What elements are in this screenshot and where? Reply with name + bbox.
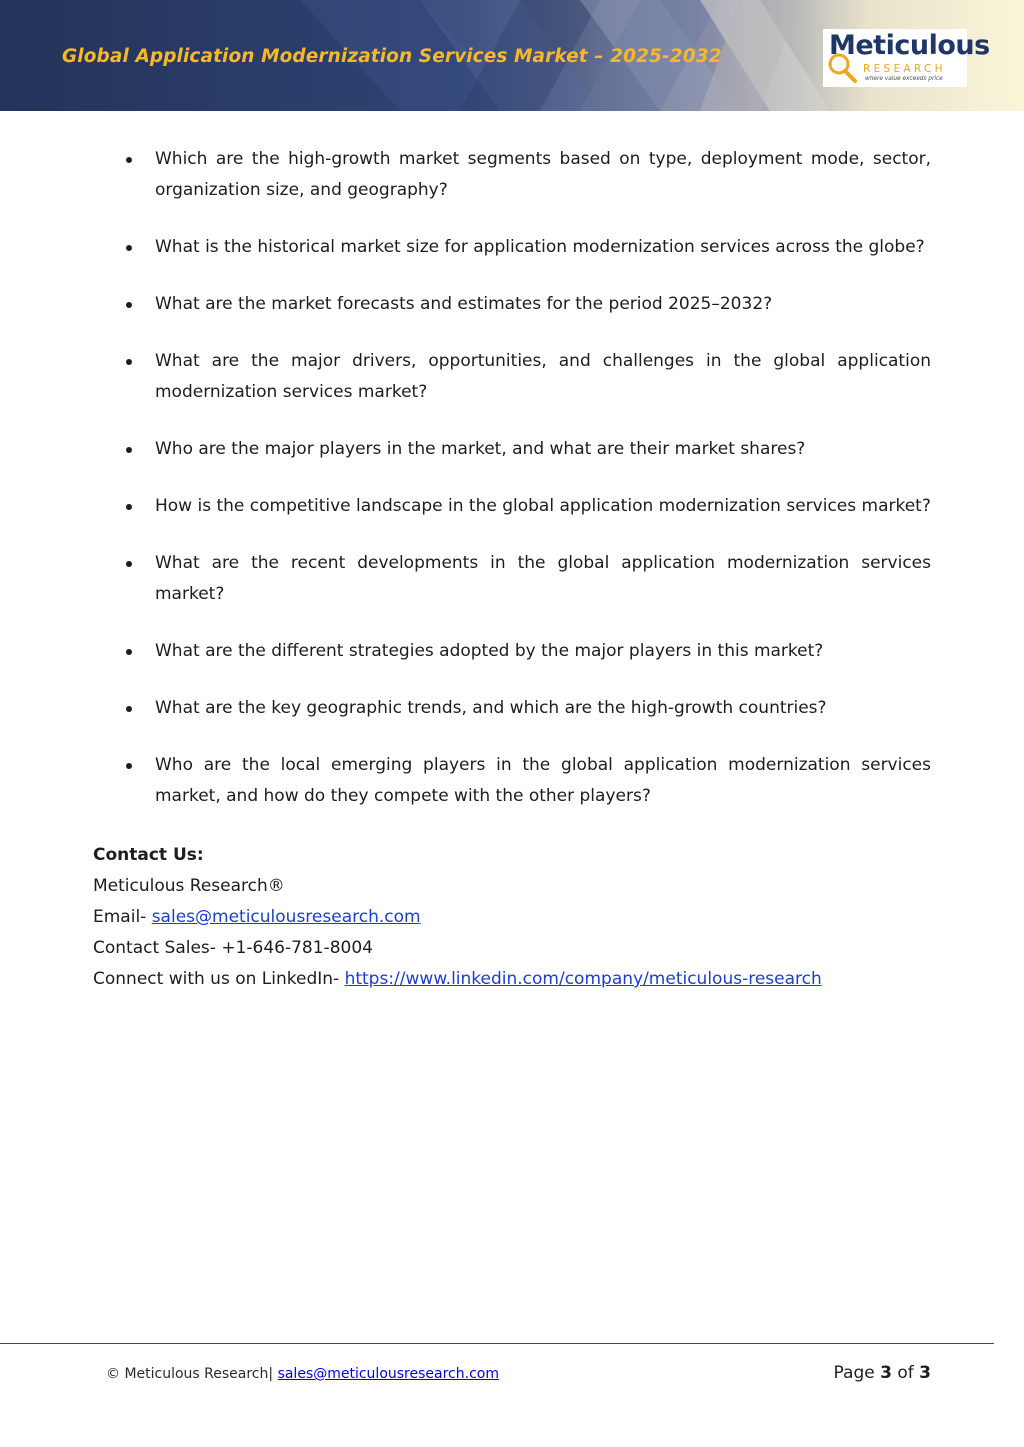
page-current: 3 [880,1363,892,1383]
contact-linkedin-line [93,964,822,995]
footer-email-link[interactable]: sales@meticulousresearch.com [277,1366,499,1382]
company-logo [823,29,990,87]
question-text: What are the different strategies adopted by the major players in this market? [155,641,824,661]
list-item [0,693,931,724]
email-link[interactable]: sales@meticulousresearch.com [151,907,421,927]
contact-company: Meticulous Research® [93,876,285,896]
header-banner [0,0,1024,111]
question-text: What is the historical market size for application modernization services across the globe? [155,237,925,257]
question-text: Which are the high-growth market segments based on type, deployment mode, sector, organization size, and geography? [155,149,931,200]
linkedin-label: Connect with us on LinkedIn- [93,969,345,989]
question-text: What are the market forecasts and estimates for the period 2025–2032? [155,294,773,314]
logo-tagline: where value exceeds price [865,76,943,82]
list-item [0,346,931,408]
footer-divider [0,1343,994,1344]
bullet-icon [126,561,132,567]
list-item [0,434,931,465]
contact-sales-line: Contact Sales- +1-646-781-8004 [93,938,373,958]
list-item [0,636,931,667]
bullet-icon [126,706,132,712]
page-of: of [891,1363,920,1383]
question-text: How is the competitive landscape in the global application modernization services market? [155,496,931,516]
logo-wordmark: Meticulous [829,30,990,61]
list-item [0,289,931,320]
bullet-icon [126,649,132,655]
copyright-text: © Meticulous Research| [106,1366,278,1382]
contact-email-line [93,902,822,933]
bullet-icon [126,504,132,510]
bullet-icon [126,302,132,308]
question-text: Who are the major players in the market, and what are their market shares? [155,439,806,459]
linkedin-link[interactable]: https://www.linkedin.com/company/meticulous-research [344,969,822,989]
contact-heading: Contact Us: [93,845,204,865]
question-text: What are the recent developments in the global application modernization services market? [155,553,931,604]
list-item [0,144,931,206]
list-item [0,491,931,522]
list-item [0,232,931,263]
question-text: What are the major drivers, opportunities, and challenges in the global application modernization services market? [155,351,931,402]
magnifier-icon [825,53,865,85]
logo-subtitle: RESEARCH [863,63,946,75]
question-text: Who are the local emerging players in the global application modernization services market, and how do they compete with the other players? [155,755,931,806]
page-total: 3 [919,1363,931,1383]
bullet-icon [126,447,132,453]
list-item [0,548,931,610]
page-number [834,1363,931,1383]
email-label: Email- [93,907,152,927]
bullet-icon [126,359,132,365]
list-item [0,750,931,812]
page-word: Page [833,1363,881,1383]
footer-copyright [106,1366,499,1382]
contact-section [93,840,822,995]
bullet-icon [126,763,132,769]
document-title: Global Application Modernization Services Market – 2025-2032 [62,46,722,67]
bullet-icon [126,157,132,163]
key-questions-list [0,144,1024,838]
question-text: What are the key geographic trends, and which are the high-growth countries? [155,698,827,718]
bullet-icon [126,245,132,251]
